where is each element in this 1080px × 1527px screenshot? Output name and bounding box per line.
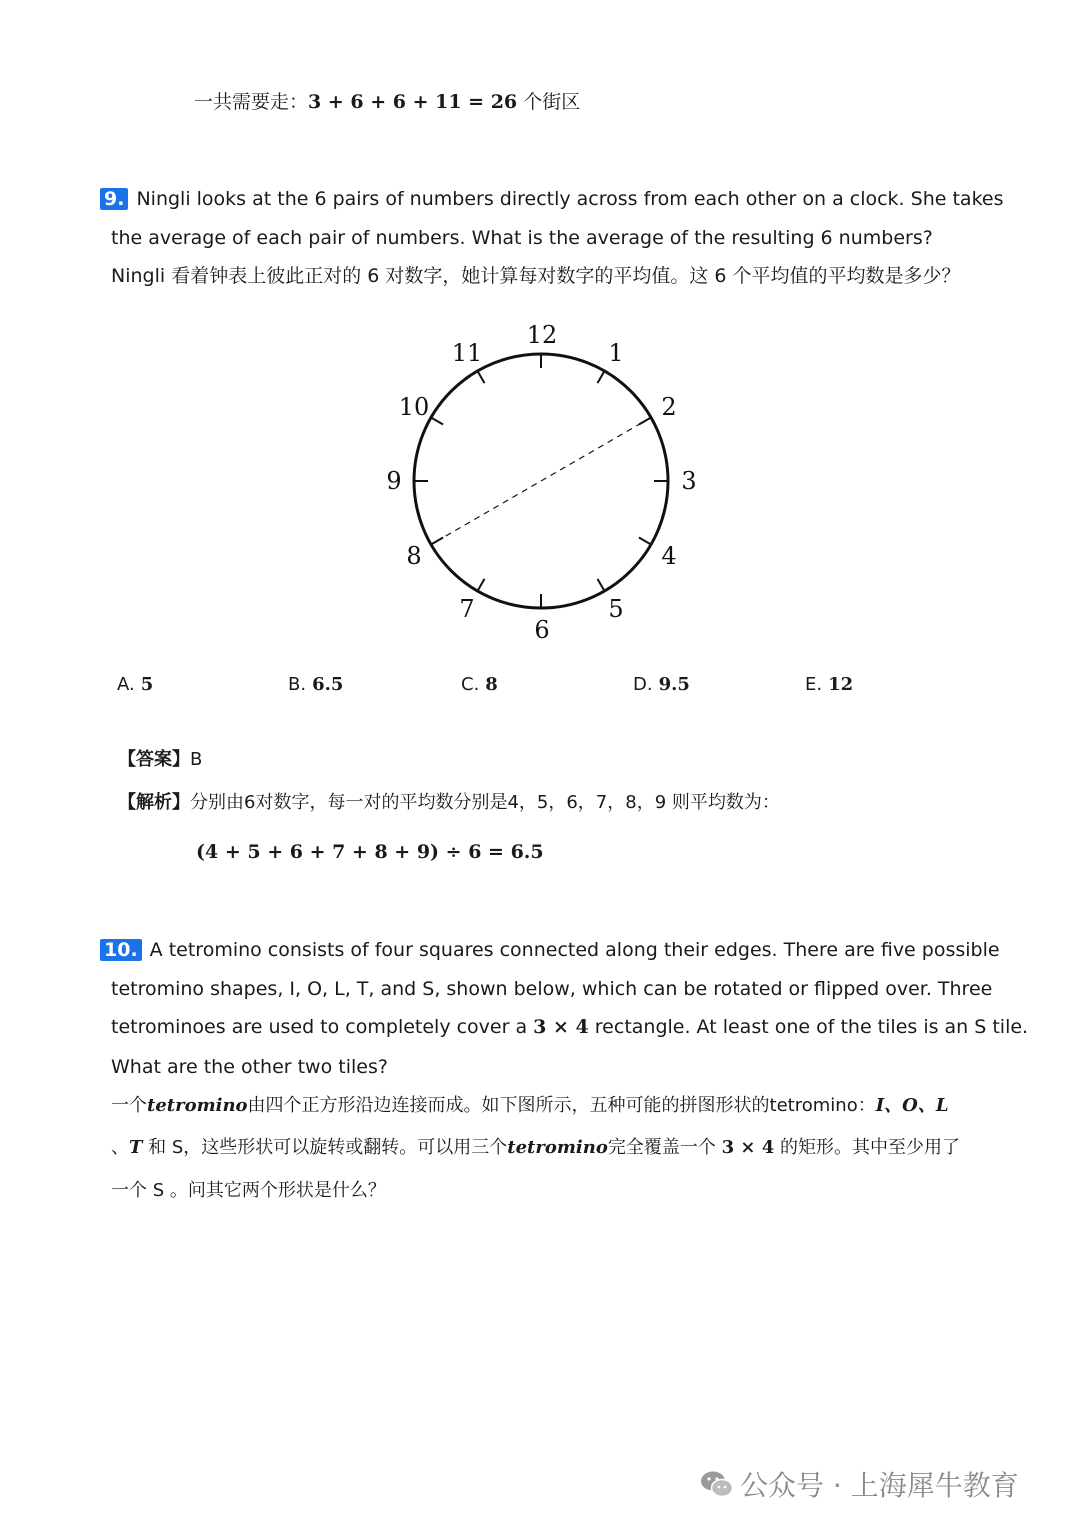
option-e[interactable]: E. 12 <box>805 674 854 695</box>
q9-chinese-text: Ningli 看着钟表上彼此正对的 6 对数字，她计算每对数字的平均值。这 6 个平均值的平均数是多少？ <box>111 265 961 287</box>
q10-chinese-line-3: 一个 S 。问其它两个形状是什么？ <box>111 1180 386 1201</box>
clock-number-4: 4 <box>661 542 677 570</box>
clock-number-6: 6 <box>534 616 550 644</box>
watermark: 公众号 · 上海犀牛教育 <box>700 1464 1019 1504</box>
q10-chinese-line-1: 一个tetromino由四个正方形沿边连接而成。如下图所示，五种可能的拼图形状的tetromino：I、O、L <box>111 1095 949 1116</box>
clock-number-5: 5 <box>608 595 624 623</box>
q9-english-line-2: the average of each pair of numbers. What is the average of the resulting 6 numbers? <box>111 227 933 249</box>
q9-english-line-1: 9. Ningli looks at the 6 pairs of numbers directly across from each other on a clock. She takes <box>100 187 1003 211</box>
q9-analysis: 【解析】分别由6对数字，每一对的平均数分别是4，5，6，7，8，9 则平均数为： <box>118 792 780 813</box>
clock-number-9: 9 <box>386 467 402 495</box>
option-c[interactable]: C. 8 <box>461 674 498 695</box>
clock-number-12: 12 <box>526 321 558 349</box>
clock-number-3: 3 <box>681 467 697 495</box>
clock-number-8: 8 <box>406 542 422 570</box>
q10-chinese-line-2: 、T 和 S，这些形状可以旋转或翻转。可以用三个tetromino完全覆盖一个 3 × 4 的矩形。其中至少用了 <box>111 1137 960 1158</box>
diameter-2-to-8 <box>431 418 651 545</box>
clock-number-1: 1 <box>608 339 624 367</box>
option-b[interactable]: B. 6.5 <box>288 674 344 695</box>
q10-english-line-1: 10. A tetromino consists of four squares connected along their edges. There are five possible <box>100 938 1000 962</box>
walk-summary: 一共需要走：3 + 6 + 6 + 11 = 26 个街区 <box>194 91 581 113</box>
tick-7 <box>478 579 485 591</box>
q9-answer: 【答案】B <box>118 749 203 770</box>
q10-english-line-4: What are the other two tiles? <box>111 1056 388 1078</box>
q9-formula: (4 + 5 + 6 + 7 + 8 + 9) ÷ 6 = 6.5 <box>196 841 544 863</box>
tick-4 <box>639 538 651 545</box>
tick-5 <box>598 579 605 591</box>
tick-1 <box>598 371 605 383</box>
clock-number-2: 2 <box>661 393 677 421</box>
clock-figure <box>370 310 710 650</box>
q10-english-line-3: tetrominoes are used to completely cover a 3 × 4 rectangle. At least one of the tiles is an S tile. <box>111 1016 1029 1038</box>
option-a[interactable]: A. 5 <box>117 674 154 695</box>
clock-number-11: 11 <box>451 339 483 367</box>
tick-11 <box>478 371 485 383</box>
clock-face <box>414 354 668 608</box>
q10-english-line-2: tetromino shapes, I, O, L, T, and S, shown below, which can be rotated or flipped over. Three <box>111 978 993 1000</box>
q10-number-badge: 10. <box>100 939 142 961</box>
clock-number-7: 7 <box>459 595 475 623</box>
q9-number-badge: 9. <box>100 188 128 210</box>
wechat-icon <box>700 1470 734 1498</box>
option-d[interactable]: D. 9.5 <box>633 674 690 695</box>
clock-number-10: 10 <box>398 393 430 421</box>
tick-10 <box>431 418 443 425</box>
